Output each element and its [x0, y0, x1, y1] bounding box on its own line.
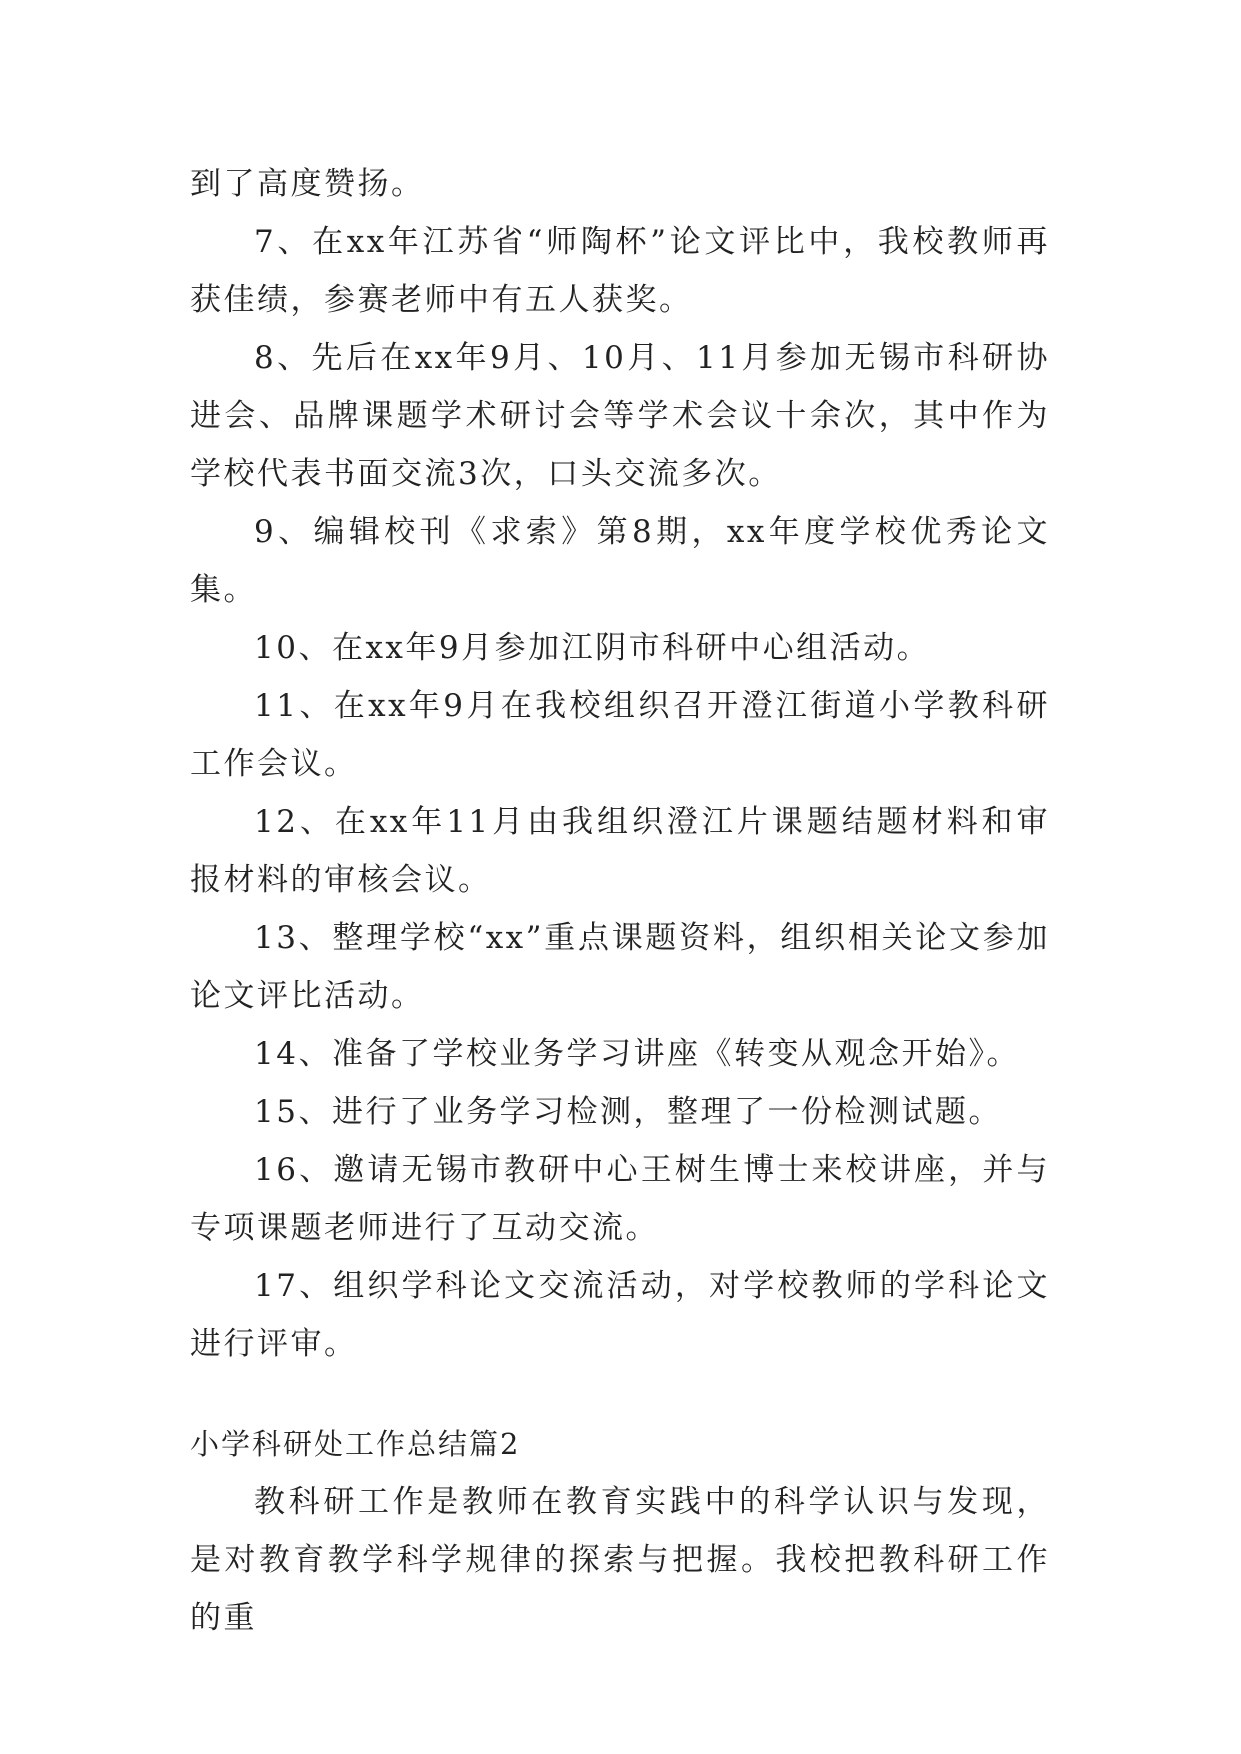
list-item-9: 9、编辑校刊《求索》第8期，xx年度学校优秀论文集。 [190, 514, 1050, 608]
list-item-7: 7、在xx年江苏省“师陶杯”论文评比中，我校教师再获佳绩，参赛老师中有五人获奖。 [190, 224, 1050, 318]
list-item-12: 12、在xx年11月由我组织澄江片课题结题材料和审报材料的审核会议。 [190, 804, 1050, 898]
section-intro-paragraph: 教科研工作是教师在教育实践中的科学认识与发现，是对教育教学科学规律的探索与把握。我校把教科研工作的重 [190, 1484, 1050, 1636]
list-item-11: 11、在xx年9月在我校组织召开澄江街道小学教科研工作会议。 [190, 688, 1050, 782]
list-item-14: 14、准备了学校业务学习讲座《转变从观念开始》。 [254, 1036, 1020, 1072]
list-item-8: 8、先后在xx年9月、10月、11月参加无锡市科研协进会、品牌课题学术研讨会等学术会议十余次，其中作为学校代表书面交流3次，口头交流多次。 [190, 340, 1050, 492]
section-heading: 小学科研处工作总结篇2 [190, 1427, 521, 1461]
paragraph-continuation: 到了高度赞扬。 [190, 166, 425, 202]
list-item-15: 15、进行了业务学习检测，整理了一份检测试题。 [254, 1094, 1002, 1130]
list-item-10: 10、在xx年9月参加江阴市科研中心组活动。 [254, 630, 931, 666]
list-item-17: 17、组织学科论文交流活动，对学校教师的学科论文进行评审。 [190, 1268, 1050, 1362]
list-item-13: 13、整理学校“xx”重点课题资料，组织相关论文参加论文评比活动。 [190, 920, 1050, 1014]
document-body [190, 155, 1050, 1647]
list-item-16: 16、邀请无锡市教研中心王树生博士来校讲座，并与专项课题老师进行了互动交流。 [190, 1152, 1050, 1246]
